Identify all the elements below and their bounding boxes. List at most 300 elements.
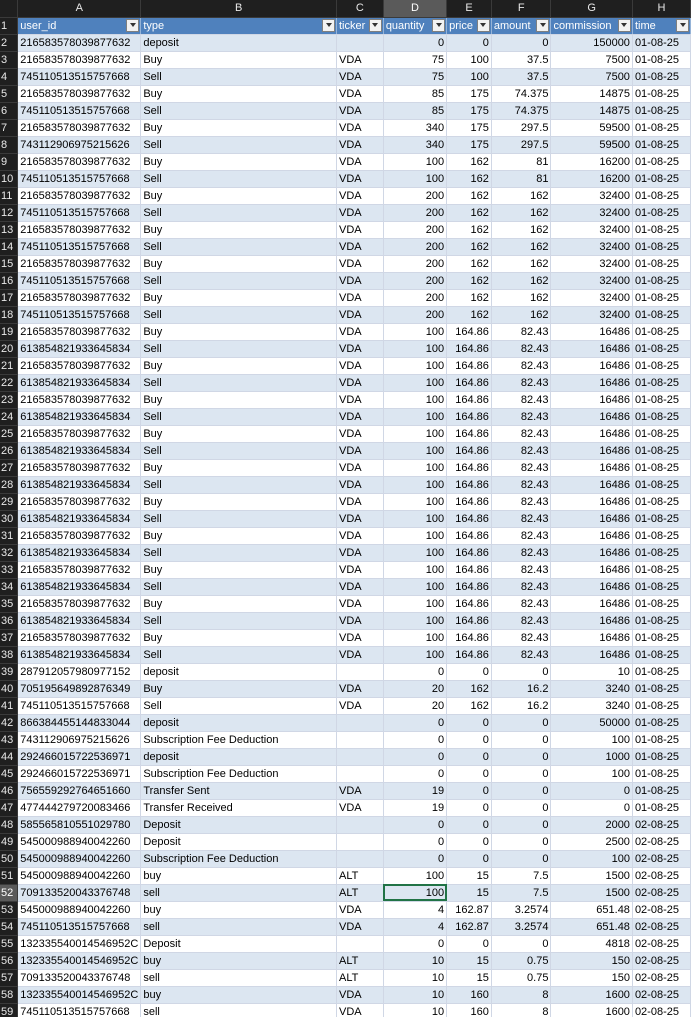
- cell-user_id[interactable]: 709133520043376748: [18, 969, 141, 986]
- cell-price[interactable]: 162: [447, 306, 492, 323]
- row-header[interactable]: 47: [0, 799, 18, 816]
- cell-commission[interactable]: 150: [551, 969, 632, 986]
- cell-quantity[interactable]: 0: [383, 816, 446, 833]
- cell-amount[interactable]: 82.43: [491, 442, 551, 459]
- cell-time[interactable]: 02-08-25: [632, 816, 690, 833]
- column-header-h[interactable]: H: [632, 0, 690, 17]
- cell-type[interactable]: Sell: [141, 238, 337, 255]
- cell-user_id[interactable]: 287912057980977152: [18, 663, 141, 680]
- cell-amount[interactable]: 82.43: [491, 544, 551, 561]
- cell-quantity[interactable]: 100: [383, 476, 446, 493]
- cell-type[interactable]: Sell: [141, 306, 337, 323]
- cell-quantity[interactable]: 0: [383, 731, 446, 748]
- row-header[interactable]: 2: [0, 34, 18, 51]
- cell-type[interactable]: sell: [141, 969, 337, 986]
- cell-commission[interactable]: 16486: [551, 408, 632, 425]
- cell-commission[interactable]: 16486: [551, 391, 632, 408]
- cell-user_id[interactable]: 216583578039877632: [18, 34, 141, 51]
- row-header[interactable]: 14: [0, 238, 18, 255]
- cell-price[interactable]: 162: [447, 238, 492, 255]
- cell-quantity[interactable]: 200: [383, 204, 446, 221]
- cell-user_id[interactable]: 216583578039877632: [18, 289, 141, 306]
- cell-price[interactable]: 0: [447, 782, 492, 799]
- row-header[interactable]: 48: [0, 816, 18, 833]
- cell-commission[interactable]: 59500: [551, 136, 632, 153]
- cell-amount[interactable]: 162: [491, 204, 551, 221]
- cell-commission[interactable]: 16486: [551, 374, 632, 391]
- cell-user_id[interactable]: 745110513515757668: [18, 272, 141, 289]
- cell-amount[interactable]: 0: [491, 850, 551, 867]
- row-header[interactable]: 25: [0, 425, 18, 442]
- cell-quantity[interactable]: 100: [383, 646, 446, 663]
- cell-user_id[interactable]: 745110513515757668: [18, 238, 141, 255]
- cell-commission[interactable]: 32400: [551, 238, 632, 255]
- cell-user_id[interactable]: 216583578039877632: [18, 51, 141, 68]
- header-cell-quantity[interactable]: [383, 17, 446, 34]
- cell-commission[interactable]: 32400: [551, 289, 632, 306]
- cell-quantity[interactable]: 100: [383, 340, 446, 357]
- header-cell-ticker[interactable]: [337, 17, 384, 34]
- cell-quantity[interactable]: 19: [383, 782, 446, 799]
- column-header-b[interactable]: B: [141, 0, 337, 17]
- row-header[interactable]: 22: [0, 374, 18, 391]
- cell-type[interactable]: Sell: [141, 204, 337, 221]
- cell-user_id[interactable]: 613854821933645834: [18, 612, 141, 629]
- cell-price[interactable]: 164.86: [447, 595, 492, 612]
- cell-amount[interactable]: 0: [491, 731, 551, 748]
- cell-quantity[interactable]: 85: [383, 85, 446, 102]
- cell-time[interactable]: 01-08-25: [632, 510, 690, 527]
- cell-quantity[interactable]: 200: [383, 221, 446, 238]
- cell-ticker[interactable]: VDA: [337, 544, 384, 561]
- cell-time[interactable]: 01-08-25: [632, 85, 690, 102]
- cell-time[interactable]: 01-08-25: [632, 408, 690, 425]
- cell-commission[interactable]: 100: [551, 731, 632, 748]
- cell-type[interactable]: Buy: [141, 561, 337, 578]
- row-header[interactable]: 8: [0, 136, 18, 153]
- cell-amount[interactable]: 8: [491, 1003, 551, 1017]
- cell-price[interactable]: 0: [447, 816, 492, 833]
- cell-quantity[interactable]: 100: [383, 629, 446, 646]
- row-header[interactable]: 52: [0, 884, 18, 901]
- cell-price[interactable]: 175: [447, 119, 492, 136]
- cell-ticker[interactable]: [337, 663, 384, 680]
- cell-ticker[interactable]: VDA: [337, 391, 384, 408]
- cell-ticker[interactable]: [337, 935, 384, 952]
- cell-quantity[interactable]: 200: [383, 272, 446, 289]
- cell-user_id[interactable]: 216583578039877632: [18, 391, 141, 408]
- cell-user_id[interactable]: 613854821933645834: [18, 442, 141, 459]
- cell-quantity[interactable]: 100: [383, 374, 446, 391]
- row-header[interactable]: 36: [0, 612, 18, 629]
- cell-type[interactable]: Sell: [141, 340, 337, 357]
- cell-amount[interactable]: 0: [491, 34, 551, 51]
- row-header[interactable]: 13: [0, 221, 18, 238]
- cell-type[interactable]: Buy: [141, 221, 337, 238]
- cell-time[interactable]: 01-08-25: [632, 323, 690, 340]
- cell-time[interactable]: 01-08-25: [632, 255, 690, 272]
- cell-type[interactable]: Buy: [141, 51, 337, 68]
- cell-time[interactable]: 02-08-25: [632, 850, 690, 867]
- row-header[interactable]: 35: [0, 595, 18, 612]
- cell-user_id[interactable]: 216583578039877632: [18, 527, 141, 544]
- cell-amount[interactable]: 162: [491, 187, 551, 204]
- cell-type[interactable]: Sell: [141, 442, 337, 459]
- cell-time[interactable]: 01-08-25: [632, 204, 690, 221]
- cell-time[interactable]: 02-08-25: [632, 901, 690, 918]
- header-cell-time[interactable]: [632, 17, 690, 34]
- cell-amount[interactable]: 3.2574: [491, 901, 551, 918]
- cell-ticker[interactable]: VDA: [337, 425, 384, 442]
- cell-time[interactable]: 02-08-25: [632, 935, 690, 952]
- cell-amount[interactable]: 297.5: [491, 119, 551, 136]
- cell-type[interactable]: Transfer Received: [141, 799, 337, 816]
- cell-time[interactable]: 01-08-25: [632, 425, 690, 442]
- cell-user_id[interactable]: 613854821933645834: [18, 578, 141, 595]
- cell-price[interactable]: 164.86: [447, 459, 492, 476]
- cell-time[interactable]: 01-08-25: [632, 68, 690, 85]
- cell-ticker[interactable]: VDA: [337, 629, 384, 646]
- cell-type[interactable]: buy: [141, 952, 337, 969]
- cell-type[interactable]: Sell: [141, 408, 337, 425]
- column-header-f[interactable]: F: [491, 0, 551, 17]
- cell-ticker[interactable]: [337, 850, 384, 867]
- row-header[interactable]: 59: [0, 1003, 18, 1017]
- cell-time[interactable]: 01-08-25: [632, 102, 690, 119]
- cell-price[interactable]: 164.86: [447, 510, 492, 527]
- cell-amount[interactable]: 162: [491, 306, 551, 323]
- filter-dropdown-icon[interactable]: [536, 19, 549, 32]
- cell-commission[interactable]: 1000: [551, 748, 632, 765]
- filter-dropdown-icon[interactable]: [126, 19, 139, 32]
- cell-amount[interactable]: 82.43: [491, 476, 551, 493]
- cell-price[interactable]: 164.86: [447, 629, 492, 646]
- cell-quantity[interactable]: 10: [383, 1003, 446, 1017]
- cell-price[interactable]: 162: [447, 221, 492, 238]
- cell-price[interactable]: 164.86: [447, 408, 492, 425]
- cell-user_id[interactable]: 585565810551029780: [18, 816, 141, 833]
- cell-amount[interactable]: 3.2574: [491, 918, 551, 935]
- cell-price[interactable]: 0: [447, 850, 492, 867]
- cell-type[interactable]: Sell: [141, 697, 337, 714]
- cell-time[interactable]: 01-08-25: [632, 306, 690, 323]
- row-header[interactable]: 23: [0, 391, 18, 408]
- cell-ticker[interactable]: VDA: [337, 697, 384, 714]
- row-header[interactable]: 32: [0, 544, 18, 561]
- cell-time[interactable]: 01-08-25: [632, 119, 690, 136]
- cell-user_id[interactable]: 545000988940042260: [18, 867, 141, 884]
- cell-user_id[interactable]: 705195649892876349: [18, 680, 141, 697]
- cell-quantity[interactable]: 75: [383, 68, 446, 85]
- cell-user_id[interactable]: 745110513515757668: [18, 918, 141, 935]
- cell-time[interactable]: 02-08-25: [632, 1003, 690, 1017]
- cell-time[interactable]: 01-08-25: [632, 544, 690, 561]
- cell-quantity[interactable]: 0: [383, 663, 446, 680]
- cell-commission[interactable]: 16486: [551, 629, 632, 646]
- cell-price[interactable]: 100: [447, 51, 492, 68]
- cell-user_id[interactable]: 216583578039877632: [18, 595, 141, 612]
- cell-price[interactable]: 0: [447, 765, 492, 782]
- cell-time[interactable]: 01-08-25: [632, 612, 690, 629]
- select-all-corner[interactable]: [0, 0, 18, 17]
- cell-price[interactable]: 0: [447, 748, 492, 765]
- cell-commission[interactable]: 150: [551, 952, 632, 969]
- row-header[interactable]: 58: [0, 986, 18, 1003]
- cell-price[interactable]: 162.87: [447, 918, 492, 935]
- cell-type[interactable]: Sell: [141, 68, 337, 85]
- cell-quantity[interactable]: 340: [383, 136, 446, 153]
- cell-user_id[interactable]: 745110513515757668: [18, 697, 141, 714]
- cell-type[interactable]: Deposit: [141, 816, 337, 833]
- cell-time[interactable]: 01-08-25: [632, 340, 690, 357]
- cell-commission[interactable]: 32400: [551, 255, 632, 272]
- cell-amount[interactable]: 162: [491, 289, 551, 306]
- cell-quantity[interactable]: 100: [383, 510, 446, 527]
- cell-ticker[interactable]: VDA: [337, 85, 384, 102]
- cell-user_id[interactable]: 743112906975215626: [18, 136, 141, 153]
- cell-commission[interactable]: 32400: [551, 272, 632, 289]
- cell-type[interactable]: Buy: [141, 119, 337, 136]
- row-header[interactable]: 7: [0, 119, 18, 136]
- row-header[interactable]: 10: [0, 170, 18, 187]
- cell-type[interactable]: Deposit: [141, 833, 337, 850]
- cell-ticker[interactable]: VDA: [337, 493, 384, 510]
- cell-quantity[interactable]: 0: [383, 850, 446, 867]
- cell-price[interactable]: 15: [447, 952, 492, 969]
- cell-ticker[interactable]: VDA: [337, 459, 384, 476]
- cell-price[interactable]: 175: [447, 102, 492, 119]
- row-header[interactable]: 40: [0, 680, 18, 697]
- cell-time[interactable]: 02-08-25: [632, 952, 690, 969]
- cell-commission[interactable]: 16486: [551, 476, 632, 493]
- cell-ticker[interactable]: VDA: [337, 374, 384, 391]
- cell-user_id[interactable]: 216583578039877632: [18, 85, 141, 102]
- row-header[interactable]: 44: [0, 748, 18, 765]
- cell-amount[interactable]: 74.375: [491, 102, 551, 119]
- cell-price[interactable]: 162: [447, 289, 492, 306]
- cell-amount[interactable]: 162: [491, 221, 551, 238]
- cell-amount[interactable]: 82.43: [491, 595, 551, 612]
- cell-user_id[interactable]: 216583578039877632: [18, 561, 141, 578]
- cell-amount[interactable]: 82.43: [491, 374, 551, 391]
- cell-quantity[interactable]: 0: [383, 833, 446, 850]
- cell-user_id[interactable]: 132335540014546952C: [18, 935, 141, 952]
- cell-commission[interactable]: 100: [551, 850, 632, 867]
- cell-ticker[interactable]: VDA: [337, 578, 384, 595]
- cell-amount[interactable]: 82.43: [491, 629, 551, 646]
- cell-quantity[interactable]: 200: [383, 289, 446, 306]
- cell-amount[interactable]: 37.5: [491, 51, 551, 68]
- cell-type[interactable]: Sell: [141, 510, 337, 527]
- cell-quantity[interactable]: 100: [383, 357, 446, 374]
- cell-ticker[interactable]: VDA: [337, 442, 384, 459]
- cell-ticker[interactable]: [337, 731, 384, 748]
- cell-price[interactable]: 162: [447, 153, 492, 170]
- cell-ticker[interactable]: VDA: [337, 646, 384, 663]
- cell-type[interactable]: buy: [141, 901, 337, 918]
- cell-price[interactable]: 0: [447, 663, 492, 680]
- cell-quantity[interactable]: 0: [383, 714, 446, 731]
- cell-amount[interactable]: 82.43: [491, 408, 551, 425]
- cell-price[interactable]: 0: [447, 935, 492, 952]
- row-header[interactable]: 50: [0, 850, 18, 867]
- cell-quantity[interactable]: 10: [383, 969, 446, 986]
- row-header[interactable]: 30: [0, 510, 18, 527]
- row-header[interactable]: 3: [0, 51, 18, 68]
- cell-type[interactable]: Buy: [141, 391, 337, 408]
- cell-quantity[interactable]: 10: [383, 952, 446, 969]
- cell-user_id[interactable]: 216583578039877632: [18, 153, 141, 170]
- cell-quantity[interactable]: 200: [383, 187, 446, 204]
- cell-type[interactable]: Sell: [141, 646, 337, 663]
- cell-amount[interactable]: 82.43: [491, 357, 551, 374]
- cell-price[interactable]: 164.86: [447, 357, 492, 374]
- cell-commission[interactable]: 16486: [551, 646, 632, 663]
- cell-price[interactable]: 162: [447, 255, 492, 272]
- cell-type[interactable]: Subscription Fee Deduction: [141, 731, 337, 748]
- cell-amount[interactable]: 0.75: [491, 969, 551, 986]
- cell-commission[interactable]: 32400: [551, 187, 632, 204]
- cell-user_id[interactable]: 545000988940042260: [18, 901, 141, 918]
- cell-amount[interactable]: 162: [491, 238, 551, 255]
- row-header[interactable]: 18: [0, 306, 18, 323]
- cell-ticker[interactable]: VDA: [337, 408, 384, 425]
- cell-commission[interactable]: 16486: [551, 323, 632, 340]
- cell-commission[interactable]: 3240: [551, 697, 632, 714]
- cell-commission[interactable]: 16486: [551, 612, 632, 629]
- cell-type[interactable]: Buy: [141, 85, 337, 102]
- cell-quantity[interactable]: 100: [383, 493, 446, 510]
- cell-type[interactable]: Sell: [141, 170, 337, 187]
- cell-price[interactable]: 164.86: [447, 544, 492, 561]
- cell-user_id[interactable]: 709133520043376748: [18, 884, 141, 901]
- cell-commission[interactable]: 32400: [551, 221, 632, 238]
- cell-commission[interactable]: 16486: [551, 578, 632, 595]
- cell-user_id[interactable]: 613854821933645834: [18, 476, 141, 493]
- cell-quantity[interactable]: 4: [383, 901, 446, 918]
- cell-commission[interactable]: 50000: [551, 714, 632, 731]
- cell-time[interactable]: 02-08-25: [632, 986, 690, 1003]
- cell-quantity[interactable]: 10: [383, 986, 446, 1003]
- cell-commission[interactable]: 16486: [551, 527, 632, 544]
- cell-commission[interactable]: 14875: [551, 85, 632, 102]
- cell-commission[interactable]: 7500: [551, 51, 632, 68]
- cell-user_id[interactable]: 216583578039877632: [18, 187, 141, 204]
- cell-commission[interactable]: 1500: [551, 867, 632, 884]
- cell-price[interactable]: 175: [447, 85, 492, 102]
- cell-time[interactable]: 01-08-25: [632, 272, 690, 289]
- cell-ticker[interactable]: VDA: [337, 153, 384, 170]
- cell-user_id[interactable]: 216583578039877632: [18, 323, 141, 340]
- cell-commission[interactable]: 651.48: [551, 918, 632, 935]
- cell-amount[interactable]: 82.43: [491, 391, 551, 408]
- cell-ticker[interactable]: VDA: [337, 680, 384, 697]
- cell-ticker[interactable]: VDA: [337, 476, 384, 493]
- column-header-d[interactable]: D: [383, 0, 446, 17]
- cell-user_id[interactable]: 292466015722536971: [18, 765, 141, 782]
- row-header[interactable]: 42: [0, 714, 18, 731]
- cell-type[interactable]: Buy: [141, 255, 337, 272]
- cell-type[interactable]: Sell: [141, 272, 337, 289]
- cell-quantity[interactable]: 200: [383, 255, 446, 272]
- column-header-a[interactable]: A: [18, 0, 141, 17]
- cell-commission[interactable]: 16486: [551, 442, 632, 459]
- cell-commission[interactable]: 16486: [551, 595, 632, 612]
- row-header[interactable]: 53: [0, 901, 18, 918]
- row-header[interactable]: 33: [0, 561, 18, 578]
- row-header[interactable]: 27: [0, 459, 18, 476]
- cell-quantity[interactable]: 0: [383, 935, 446, 952]
- cell-time[interactable]: 01-08-25: [632, 34, 690, 51]
- cell-price[interactable]: 164.86: [447, 493, 492, 510]
- cell-quantity[interactable]: 100: [383, 544, 446, 561]
- cell-quantity[interactable]: 20: [383, 697, 446, 714]
- cell-time[interactable]: 01-08-25: [632, 595, 690, 612]
- cell-user_id[interactable]: 545000988940042260: [18, 833, 141, 850]
- row-header[interactable]: 54: [0, 918, 18, 935]
- cell-time[interactable]: 02-08-25: [632, 969, 690, 986]
- header-cell-amount[interactable]: [491, 17, 551, 34]
- cell-time[interactable]: 01-08-25: [632, 765, 690, 782]
- cell-quantity[interactable]: 100: [383, 612, 446, 629]
- cell-amount[interactable]: 37.5: [491, 68, 551, 85]
- cell-price[interactable]: 160: [447, 986, 492, 1003]
- cell-time[interactable]: 01-08-25: [632, 153, 690, 170]
- cell-user_id[interactable]: 613854821933645834: [18, 374, 141, 391]
- row-header[interactable]: 38: [0, 646, 18, 663]
- cell-time[interactable]: 01-08-25: [632, 527, 690, 544]
- row-header[interactable]: 34: [0, 578, 18, 595]
- cell-commission[interactable]: 0: [551, 782, 632, 799]
- cell-time[interactable]: 01-08-25: [632, 561, 690, 578]
- cell-quantity[interactable]: 0: [383, 34, 446, 51]
- cell-ticker[interactable]: VDA: [337, 323, 384, 340]
- cell-amount[interactable]: 7.5: [491, 884, 551, 901]
- cell-user_id[interactable]: 745110513515757668: [18, 102, 141, 119]
- cell-commission[interactable]: 16486: [551, 340, 632, 357]
- cell-quantity[interactable]: 100: [383, 459, 446, 476]
- cell-quantity[interactable]: 75: [383, 51, 446, 68]
- cell-commission[interactable]: 150000: [551, 34, 632, 51]
- cell-ticker[interactable]: [337, 748, 384, 765]
- cell-user_id[interactable]: 132335540014546952C: [18, 952, 141, 969]
- cell-user_id[interactable]: 477444279720083466: [18, 799, 141, 816]
- cell-amount[interactable]: 0: [491, 799, 551, 816]
- cell-ticker[interactable]: VDA: [337, 51, 384, 68]
- cell-commission[interactable]: 1600: [551, 986, 632, 1003]
- row-header[interactable]: 39: [0, 663, 18, 680]
- cell-time[interactable]: 01-08-25: [632, 578, 690, 595]
- cell-type[interactable]: sell: [141, 884, 337, 901]
- cell-amount[interactable]: 8: [491, 986, 551, 1003]
- cell-time[interactable]: 01-08-25: [632, 357, 690, 374]
- cell-ticker[interactable]: VDA: [337, 510, 384, 527]
- cell-user_id[interactable]: 132335540014546952C: [18, 986, 141, 1003]
- cell-type[interactable]: deposit: [141, 34, 337, 51]
- cell-amount[interactable]: 82.43: [491, 323, 551, 340]
- cell-time[interactable]: 01-08-25: [632, 289, 690, 306]
- cell-price[interactable]: 15: [447, 884, 492, 901]
- cell-price[interactable]: 0: [447, 34, 492, 51]
- cell-amount[interactable]: 82.43: [491, 527, 551, 544]
- cell-commission[interactable]: 16486: [551, 493, 632, 510]
- cell-price[interactable]: 162: [447, 697, 492, 714]
- cell-ticker[interactable]: VDA: [337, 136, 384, 153]
- cell-user_id[interactable]: 613854821933645834: [18, 646, 141, 663]
- cell-quantity[interactable]: 100: [383, 561, 446, 578]
- cell-commission[interactable]: 4818: [551, 935, 632, 952]
- row-header[interactable]: 21: [0, 357, 18, 374]
